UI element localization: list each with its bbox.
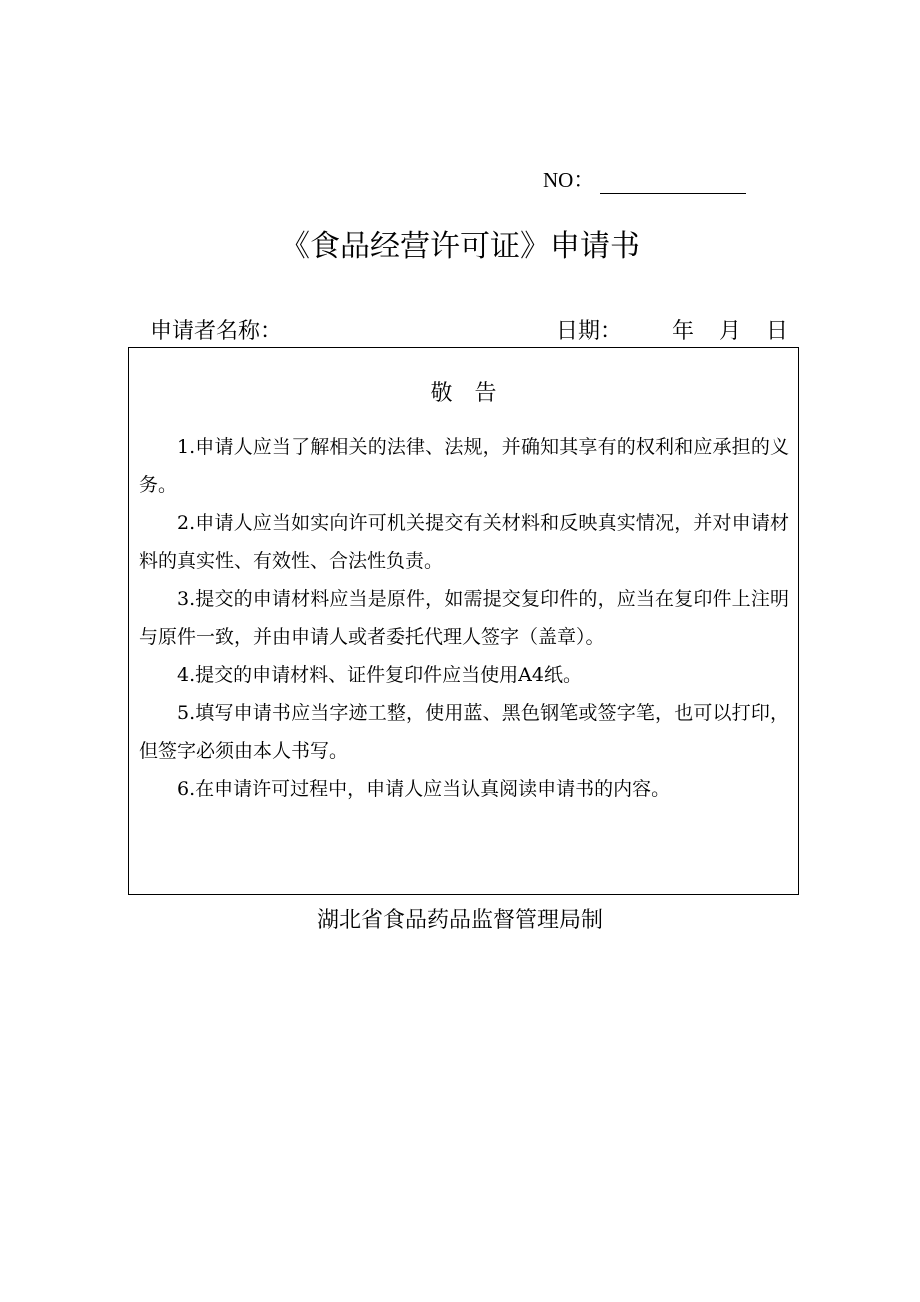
document-title: 《食品经营许可证》申请书 [280,229,640,264]
date-field [556,316,788,348]
notice-heading: 敬告 [430,381,519,406]
notice-item: 1.申请人应当了解相关的法律、法规，并确知其享有的权利和应承担的义务。 [139,436,789,496]
serial-number-label: NO： [543,168,595,192]
notice-item: 3.提交的申请材料应当是原件，如需提交复印件的，应当在复印件上注明与原件一致，并由申请人或者委托代理人签字（盖章）。 [139,588,789,648]
notice-item: 4.提交的申请材料、证件复印件应当使用A4纸。 [177,664,582,686]
notice-item: 5.填写申请书应当字迹工整，使用蓝、黑色钢笔或签字笔，也可以打印，但签字必须由本人书写。 [139,702,789,762]
notice-list [139,428,789,808]
serial-number-blank[interactable] [600,171,746,194]
serial-number-field [543,166,746,194]
notice-item: 2.申请人应当如实向许可机关提交有关材料和反映真实情况，并对申请材料的真实性、有效性、合法性负责。 [139,512,789,572]
day-label: 日 [766,319,789,344]
issuer-footer: 湖北省食品药品监督管理局制 [316,908,603,933]
notice-item: 6.在申请许可过程中，申请人应当认真阅读申请书的内容。 [177,778,671,800]
applicant-name-field [150,316,282,348]
month-label: 月 [719,319,742,344]
applicant-name-label: 申请者名称： [150,319,283,344]
year-label: 年 [672,319,695,344]
date-label: 日期： [556,319,623,344]
notice-box [128,347,799,895]
